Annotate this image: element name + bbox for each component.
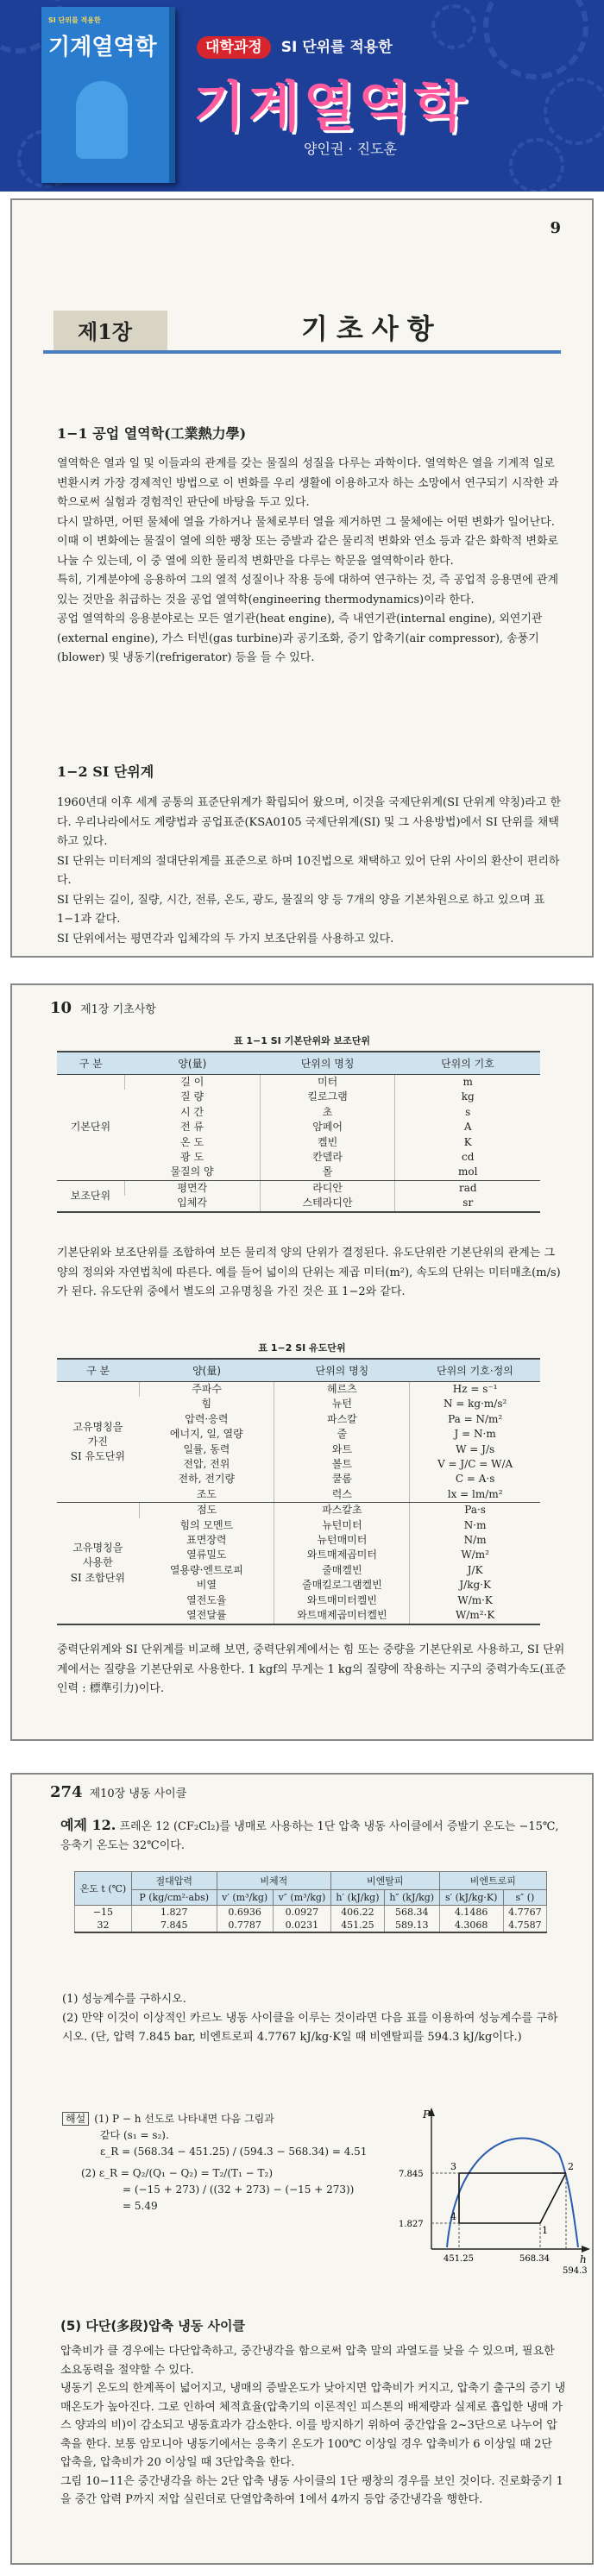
refrigerant-property-table (74, 1871, 547, 1933)
table-cell: K (395, 1135, 540, 1150)
table-cell: 와트매제곱미터켈빈 (274, 1608, 410, 1624)
table-cell: 0.7787 (217, 1919, 273, 1932)
p-low-label: 1.827 (399, 2220, 424, 2229)
table-cell: 568.34 (384, 1906, 439, 1919)
table-cell: kg (395, 1090, 540, 1104)
section-heading: (5) 다단(多段)압축 냉동 사이클 (60, 2318, 245, 2334)
chapter-header (12, 302, 592, 371)
solution-badge: 해설 (62, 2112, 89, 2126)
p-high-label: 7.845 (399, 2170, 424, 2179)
table-cell: lx = lm/m² (410, 1487, 540, 1503)
section-body (57, 455, 566, 669)
table-cell: 킬로그램 (260, 1090, 395, 1104)
sample-page-9 (10, 198, 594, 958)
table-cell: 에너지, 일, 열량 (169, 1428, 243, 1441)
table-cell: 광 도 (180, 1151, 204, 1164)
paragraph: 기본단위와 보조단위를 조합하여 보든 물리적 양의 단위가 결정된다. 유도단위란 기본단위의 관계는 그 양의 정의와 자연법칙에 따른다. 예를 들어 넓이의 단위는 제곱 미터(m²), 속도의 단위는 미터매초(m/s)가 된다. 유도단위 중에서 별도의 고유명칭을 가진 것은 표 1−2와 같다. (57, 1247, 561, 1298)
solution-line: (1) P − h 선도로 나타내면 다음 그림과 (94, 2113, 274, 2125)
table-cell: W = J/s (410, 1442, 540, 1457)
table-cell: 시 간 (180, 1105, 204, 1118)
table-cell: N = kg·m/s² (410, 1397, 540, 1411)
table-cell: 점도 (139, 1503, 274, 1518)
table-cell: N·m (410, 1518, 540, 1533)
course-badge: 대학과정 (197, 36, 271, 59)
table-cell: 칸델라 (260, 1150, 395, 1165)
table-header: 단위의 명칭 (274, 1359, 410, 1382)
saturation-dome (447, 2138, 578, 2247)
table-cell: 와트매제곱미터 (274, 1548, 410, 1562)
table-caption: 표 1−1 SI 기본단위와 보조단위 (233, 1035, 371, 1046)
table-cell: 볼트 (274, 1457, 410, 1472)
paragraph: 냉동기 온도의 한계폭이 넓어지고, 냉매의 증발온도가 낮아지면 압축비가 커지고, 압축기 출구의 증기 냉매온도가 높아진다. 그로 인하여 체적효율(압축기의 이론적인 피스톤의 배제량과 실제로 흡입한 냉매 가스 양과의 비)이 감소되고 냉동효과가 감소한다. 이를 방지하기 위하여 중간압을 2~3단으로 나누어 압축을 한다. 보통 암모니아 냉동기에서는 응축기 온도가 100℃ 이상일 경우 압축비가 6 이상일 때 2단 압축을, 압축비가 20 이상일 때 3단압축을 한다. (60, 2382, 566, 2469)
solution-line: = (−15 + 273) / ((32 + 273) − (−15 + 273)) (123, 2183, 355, 2196)
table-cell: 와트 (274, 1442, 410, 1457)
group-label: 보조단위 (57, 1180, 124, 1211)
table-cell: 0.6936 (217, 1906, 273, 1919)
solution-line: = 5.49 (123, 2200, 158, 2212)
questions (62, 1990, 566, 2047)
table-cell: 파스칼초 (274, 1503, 410, 1518)
paragraph: SI 단위는 미터계의 절대단위계를 표준으로 하며 10진법으로 채택하고 있어 단위 사이의 환산이 편리하다. (57, 854, 560, 887)
example-text: 프레온 12 (CF₂Cl₂)를 냉매로 사용하는 1단 압축 냉동 사이클에서 증발기 온도는 −15℃, 응축기 온도는 32℃이다. (60, 1820, 559, 1852)
paragraph: 중력단위계와 SI 단위계를 비교해 보면, 중력단위계에서는 힘 또는 중량을 기본단위로 사용하고, SI 단위계에서는 질량을 기본단위로 사용한다. 1 kgf의 무게는 1 kg의 질량에 작용하는 지구의 중력가속도(표준인력 : 標準引力)이다. (57, 1643, 566, 1695)
table-cell: cd (395, 1150, 540, 1165)
group-label-line: SI 조합단위 (70, 1571, 125, 1584)
state-point-label: 2 (568, 2161, 574, 2172)
table-cell: 압력·응력 (185, 1412, 229, 1425)
table-cell: 스테라디안 (260, 1196, 395, 1211)
table-cell: 열용량·엔트로피 (169, 1563, 243, 1576)
paragraph: 열역학은 열과 일 및 이들과의 관계를 갖는 물질의 성질을 다루는 과학이다. 열역학은 열을 기계적 일로 변환시켜 가장 경제적인 방법으로 이 변화를 우리 생활에 이용하고자 하는 소망에서 연구되기 시작한 과학으로써 실험과 경험적인 판단에 바탕을 두고 있다. (57, 457, 559, 509)
table-cell: 4.7587 (503, 1919, 546, 1932)
table-cell: 0.0231 (273, 1919, 330, 1932)
page-number: 10 (50, 999, 72, 1017)
example-statement (60, 1816, 566, 1856)
table-header: v′ (m³/kg) (217, 1890, 273, 1906)
group-label-line: 고유명칭을 (72, 1541, 123, 1554)
table-cell: N/m (410, 1533, 540, 1548)
h-axis-label: h (580, 2253, 587, 2265)
table-cell: sr (395, 1196, 540, 1211)
table-cell: C = A·s (410, 1472, 540, 1486)
table-cell: Pa = N/m² (410, 1412, 540, 1427)
paragraph: 압축비가 클 경우에는 다단압축하고, 중간냉각을 함으로써 압축 말의 과열도를 낮을 수 있으며, 필요한 소요동력을 절약할 수 있다. (60, 2345, 555, 2377)
paragraph: SI 단위는 길이, 질량, 시간, 전류, 온도, 광도, 물질의 양 등 7개의 양을 기본차원으로 하고 있으며 표 1−1과 같다. (57, 893, 545, 926)
paragraph: 1960년대 이후 세계 공통의 표준단위계가 확립되어 왔으며, 이것을 국제단위계(SI 단위계 약칭)라고 한다. 우리나라에서도 계량법과 공업표준(KSA0105 국제단위계(SI) 및 그 사용방법)에서 SI 단위를 채택하고 있다. (57, 796, 562, 848)
book-banner (0, 0, 604, 192)
table-cell: 451.25 (331, 1919, 385, 1932)
table-header: v″ (m³/kg) (273, 1890, 330, 1906)
table-cell: 주파수 (139, 1382, 274, 1398)
body-text (57, 1244, 566, 1303)
group-label-line: 가진 (87, 1435, 108, 1448)
table-header: 양(量) (124, 1052, 260, 1075)
table-cell: 뉴턴미터 (274, 1518, 410, 1533)
si-base-unit-table (57, 1051, 540, 1213)
table-cell: 온 도 (180, 1135, 204, 1148)
gear-decoration-icon (431, 4, 476, 49)
paragraph: 특히, 기계분야에 응용하여 그의 열적 성질이나 작용 등에 대하여 연구하는 것, 즉 공업적 응용면에 관계 있는 것만을 취급하는 것을 공업 열역학(engineering thermodynamics)이라 한다. (57, 574, 558, 606)
solution-line: (2) ε_R = Q₂/(Q₁ − Q₂) = T₂/(T₁ − T₂) (81, 2167, 273, 2179)
table-cell: 암페어 (260, 1120, 395, 1134)
table-cell: 표면장력 (186, 1534, 227, 1547)
page-number: 9 (550, 219, 561, 237)
table-header: s′ (kJ/kg·K) (439, 1890, 503, 1906)
paragraph: SI 단위에서는 평면각과 입체각의 두 가지 보조단위를 사용하고 있다. (57, 932, 394, 946)
table-cell: 전 류 (180, 1121, 204, 1134)
table-cell: 1.827 (131, 1906, 217, 1919)
table-cell: 입체각 (177, 1197, 207, 1209)
table-cell: A (395, 1120, 540, 1134)
paragraph: 그림 10−11은 중간냉각을 하는 2단 압축 냉동 사이클의 1단 팽창의 경우를 보인 것이다. 진로화중기 1을 중간 압력 P까지 저압 실린더로 단열압축하여 1에서 4까지 등압 중간냉각을 행한다. (60, 2474, 563, 2506)
paragraph: 다시 말하면, 어떤 물체에 열을 가하거나 물체로부터 열을 제거하면 그 물체에는 어떤 변화가 일어난다. 이때 이 변화에는 물질이 열에 의한 팽창 또는 증발과 같은 물리적 변화와 연소 등과 같은 화학적 변화로 나눌 수 있는데, 이 중 열에 의한 물리적 변화만을 다루는 학문을 열역학이라 한다. (57, 515, 558, 568)
table-cell: J/K (410, 1563, 540, 1578)
table-cell: 헤르츠 (274, 1382, 410, 1398)
table-cell: 켈빈 (260, 1135, 395, 1150)
table-cell: 평면각 (124, 1180, 260, 1196)
section-heading: 1−2 SI 단위계 (57, 763, 154, 780)
table-cell: 0.0927 (273, 1906, 330, 1919)
table-cell: 초 (260, 1105, 395, 1120)
group-label (57, 1382, 139, 1503)
table-cell: 뉴턴 (274, 1397, 410, 1411)
table-cell: 와트매미터켈빈 (274, 1593, 410, 1608)
table-cell: 열류밀도 (186, 1549, 227, 1561)
table-cell: 7.845 (131, 1919, 217, 1932)
table-cell: W/m·K (410, 1593, 540, 1608)
table-cell: 럭스 (274, 1487, 410, 1503)
table-header: P (kg/cm²·abs) (131, 1890, 217, 1906)
book-cover-tagline: SI 단위를 적용한 (48, 16, 101, 24)
book-cover-title: 기계열역학 (48, 35, 157, 60)
p-axis-label: P (423, 2108, 431, 2120)
compression-line (540, 2173, 566, 2223)
group-label-line: 사용한 (82, 1556, 113, 1569)
table-cell: 4.3068 (439, 1919, 503, 1932)
table-cell: 쿨롬 (274, 1472, 410, 1486)
table-cell: W/m² (410, 1548, 540, 1562)
table-cell: Pa·s (410, 1503, 540, 1518)
body-text (57, 1641, 566, 1700)
solution-line: ε_R = (568.34 − 451.25) / (594.3 − 568.34) = 4.51 (100, 2146, 368, 2158)
table-header: s″ () (503, 1890, 546, 1906)
table-header: 단위의 기호·정의 (410, 1359, 540, 1382)
table-cell: 질 량 (180, 1090, 204, 1103)
table-cell: V = J/C = W/A (410, 1457, 540, 1472)
table-header: 온도 t (℃) (75, 1872, 132, 1906)
table-cell: 줄 (274, 1427, 410, 1442)
banner-authors: 양인권 · 진도훈 (304, 141, 397, 157)
table-cell: Hz = s⁻¹ (410, 1382, 540, 1398)
table-cell: 열전달률 (186, 1609, 227, 1622)
state-point-label: 4 (450, 2211, 456, 2222)
solution-line: 같다 (s₁ = s₂). (100, 2129, 169, 2141)
table-cell: 전하, 전기량 (178, 1473, 236, 1486)
table-cell: 라디안 (260, 1180, 395, 1196)
table-header: 비체적 (217, 1872, 331, 1890)
table-cell: rad (395, 1180, 540, 1196)
group-label-line: 고유명칭을 (72, 1420, 123, 1433)
table-cell: −15 (75, 1906, 132, 1919)
running-title: 제1장 기초사항 (80, 1003, 156, 1016)
table-header: 단위의 명칭 (260, 1052, 395, 1075)
table-cell: 전압, 전위 (183, 1458, 230, 1471)
question-1: (1) 성능계수를 구하시오. (62, 1993, 186, 2006)
table-cell: 열전도율 (186, 1593, 227, 1606)
si-derived-unit-table (57, 1358, 540, 1625)
h1-label: 451.25 (444, 2254, 474, 2264)
table-cell: 줄매킬로그램켈빈 (274, 1578, 410, 1593)
banner-title: 기계열역학 (193, 75, 469, 138)
banner-tagline (197, 35, 393, 56)
question-2: (2) 만약 이것이 이상적인 카르노 냉동 사이클을 이루는 것이라면 다음 표를 이용하여 성능계수를 구하시오. (단, 압력 7.845 bar, 비엔트로피 4.7767 kJ/kg·K일 때 비엔탈피를 594.3 kJ/kg이다.) (62, 2012, 558, 2044)
table-header: 절대압력 (131, 1872, 217, 1890)
table-cell: 파스칼 (274, 1412, 410, 1427)
table-cell: 미터 (260, 1075, 395, 1090)
table-cell: 4.7767 (503, 1906, 546, 1919)
table-cell: 일률, 동력 (183, 1442, 230, 1455)
h2-label: 568.34 (519, 2254, 550, 2264)
section-body (60, 2342, 566, 2510)
h-axis-arrow-icon (582, 2246, 590, 2252)
table-cell: 힘 (201, 1398, 212, 1411)
table-cell: m (395, 1075, 540, 1090)
solution (62, 2111, 367, 2215)
table-header: 구 분 (57, 1052, 124, 1075)
table-cell: 힘의 모멘트 (179, 1518, 234, 1531)
table-cell: 몰 (260, 1165, 395, 1180)
running-header (50, 1783, 186, 1801)
h3-label: 594.3 (563, 2266, 588, 2275)
table-cell: 4.1486 (439, 1906, 503, 1919)
table-header: 양(量) (139, 1359, 274, 1382)
table-cell: 32 (75, 1919, 132, 1932)
state-point-label: 1 (542, 2225, 548, 2236)
paragraph: 공업 열역학의 응용분야로는 모든 열기관(heat engine), 즉 내연기관(internal engine), 외연기관(external engine), 가스 터빈(gas turbine)과 공기조화, 증기 압축기(air compressor), 송풍기(blower) 및 냉동기(refrigerator) 등을 들 수 있다. (57, 613, 543, 664)
table-caption: 표 1−2 SI 유도단위 (258, 1342, 346, 1354)
page-number: 274 (50, 1783, 83, 1801)
example-label: 예제 12. (60, 1817, 116, 1833)
table-cell: W/m²·K (410, 1608, 540, 1624)
gear-decoration-icon (509, 138, 564, 192)
p-h-diagram (397, 2102, 595, 2275)
table-header: 구 분 (57, 1359, 139, 1382)
chapter-label: 제1장 (78, 319, 133, 344)
table-cell: 406.22 (331, 1906, 385, 1919)
running-title: 제10장 냉동 사이클 (89, 1787, 187, 1800)
table-cell: 조도 (139, 1487, 274, 1503)
table-header: h′ (kJ/kg) (331, 1890, 385, 1906)
running-header (50, 999, 156, 1017)
group-label (57, 1503, 139, 1624)
table-cell: J/kg·K (410, 1578, 540, 1593)
table-cell: 뉴턴매미터 (274, 1533, 410, 1548)
state-point-label: 3 (450, 2161, 456, 2172)
table-cell: J = N·m (410, 1427, 540, 1442)
group-label: 기본단위 (57, 1075, 124, 1181)
table-cell: 비열 (196, 1579, 217, 1592)
sample-page-274 (10, 1773, 594, 2565)
table-header: 비엔트로피 (439, 1872, 546, 1890)
table-header: h″ (kJ/kg) (384, 1890, 439, 1906)
table-cell: mol (395, 1165, 540, 1180)
table-cell: s (395, 1105, 540, 1120)
chapter-title: 기초사항 (301, 312, 443, 345)
table-header: 단위의 기호 (395, 1052, 540, 1075)
table-cell: 줄매켈빈 (274, 1563, 410, 1578)
book-cover-figure (76, 81, 128, 159)
section-body (57, 794, 566, 949)
sample-page-10 (10, 983, 594, 1741)
table-cell: 물질의 양 (124, 1165, 260, 1180)
group-label-line: SI 유도단위 (70, 1450, 125, 1463)
table-cell: 길 이 (124, 1075, 260, 1090)
gear-decoration-icon (483, 0, 588, 79)
table-header: 비엔탈피 (331, 1872, 440, 1890)
table-cell: 589.13 (384, 1919, 439, 1932)
chapter-rule (43, 350, 561, 354)
banner-subtitle: SI 단위를 적용한 (280, 39, 393, 56)
section-heading: 1−1 공업 열역학(工業熱力學) (57, 425, 247, 442)
book-cover-image (41, 7, 175, 183)
gear-decoration-icon (544, 78, 604, 145)
